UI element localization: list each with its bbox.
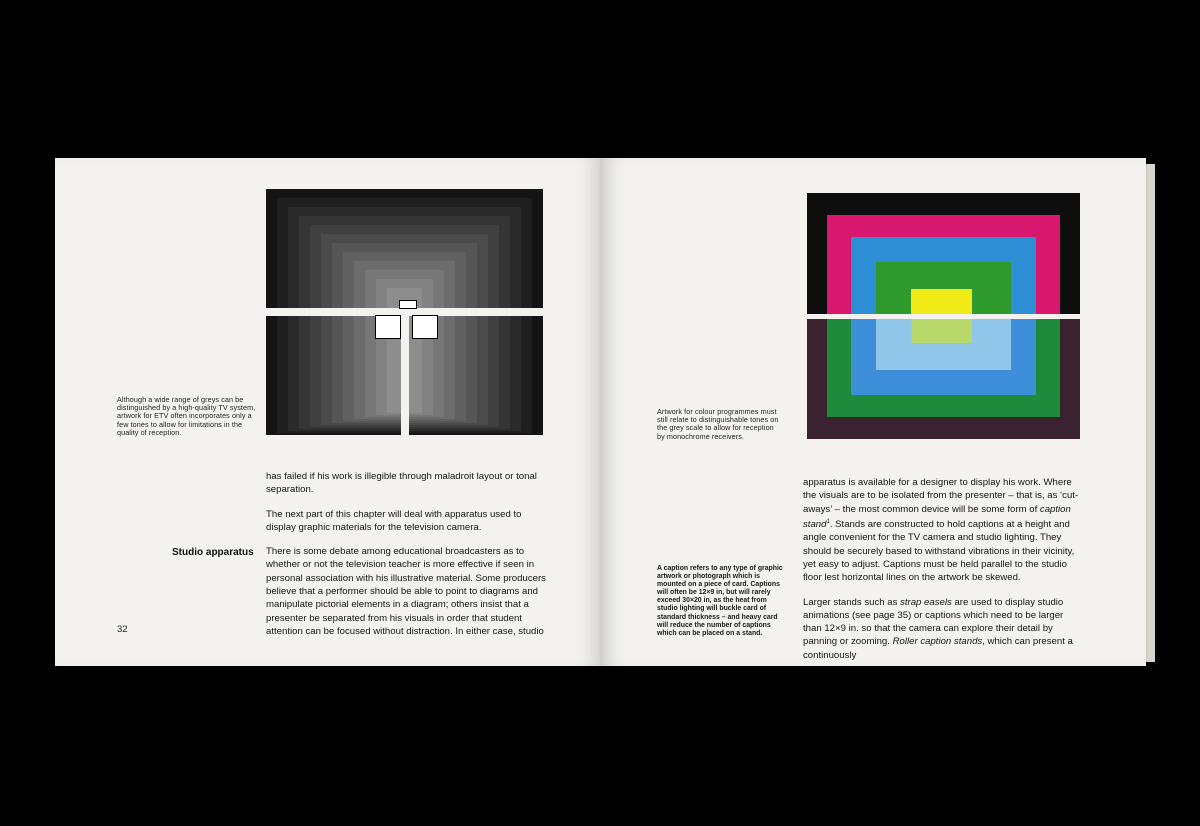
colour-squares-figure (807, 193, 1080, 439)
colour-split-band (807, 314, 1080, 319)
colour-figure-caption: Artwork for colour programmes must still relate to distinguishable tones on the grey scale to allow for reception by monochrome receivers. (657, 407, 779, 441)
page-number: 32 (117, 624, 128, 635)
grey-squares-figure (266, 189, 543, 435)
right-body-text (803, 476, 1083, 673)
white-inset-box-1 (375, 315, 401, 339)
left-paragraph-3: There is some debate among educational broadcasters as to whether or not the television teacher is more effective if seen in personal association with his illustrative material. Some producers believe that a performer should be able to point to diagrams and manipulate pictorial elements in a diagram; others insist that a presenter be separated from his visuals in order that student attention can be focused without distraction. In either case, studio (266, 546, 546, 637)
grey-figure-caption: Although a wide range of greys can be distinguished by a high-quality TV system, artwork for ETV often incorporates only a few tones to allow for limitations in the quality of reception. (117, 395, 256, 437)
right-paragraph-2: Larger stands such as strap easels are used to display studio animations (see page 35) or captions which need to be larger than 12×9 in. so that the camera can explore their detail by panning or zooming. Roller caption stands, which can present a continuously (803, 596, 1073, 661)
left-paragraph-1: has failed if his work is illegible through maladroit layout or tonal separation. (266, 471, 537, 496)
white-inset-box-0 (399, 300, 417, 309)
page-edge (1146, 164, 1155, 662)
colour-square-upper-4 (911, 289, 972, 314)
figure-split-vertical (401, 308, 409, 435)
left-body-text (266, 470, 546, 649)
caption-definition-note: A caption refers to any type of graphic artwork or photograph which is mounted on a piece of card. Captions will often be 12×9 in, but will rarely exceed 30×20 in, as the heat from studio lighting will buckle card of standard thickness – and heavy card will reduce the number of captions which can be placed on a stand. (657, 565, 783, 637)
colour-square-lower-4 (911, 319, 972, 343)
right-paragraph-1: apparatus is available for a designer to display his work. Where the visuals are to be isolated from the presenter – that is, as ‘cut-aways’ – the most common device will be some form of caption stand$^1$. Stands are constructed to hold captions at a height and angle convenient for the TV camera and studio lighting. They should be securely based to withstand vibrations in their vicinity, yet easy to adjust. Captions must be held parallel to the studio floor lest horizontal lines on the artwork be skewed. (803, 477, 1079, 584)
left-paragraph-2: The next part of this chapter will deal with apparatus used to display graphic materials for the television camera. (266, 508, 522, 533)
white-inset-box-2 (412, 315, 438, 339)
side-heading: Studio apparatus (172, 547, 254, 558)
